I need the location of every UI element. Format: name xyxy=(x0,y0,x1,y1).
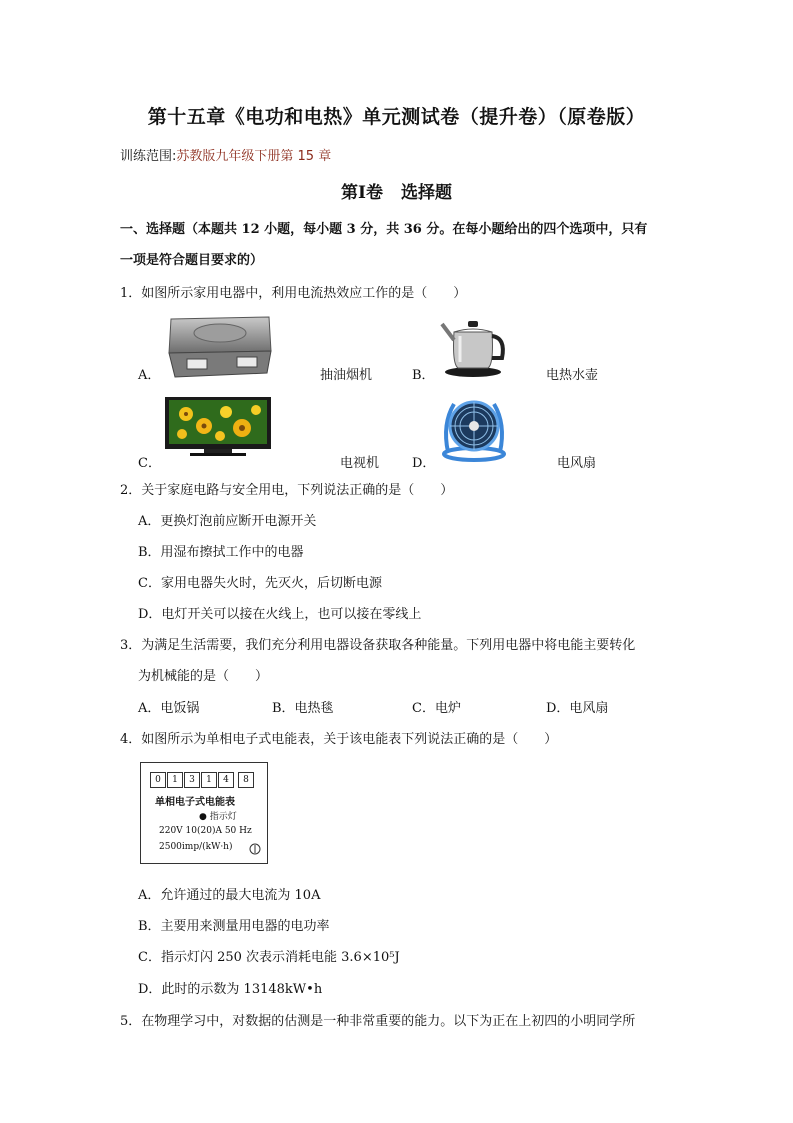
q3-option-a: A．电饭锅 xyxy=(138,701,200,716)
meter-indicator: ● 指示灯 xyxy=(199,812,237,822)
q3-option-b: B．电热毯 xyxy=(272,701,334,716)
section-instruction-line2: 一项是符合题目要求的） xyxy=(120,253,264,268)
meter-digits xyxy=(150,772,255,788)
q3-stem-line1: 3．为满足生活需要，我们充分利用电器设备获取各种能量。下列用电器中将电能主要转化 xyxy=(120,638,636,653)
q3-stem-line2: 为机械能的是（ ） xyxy=(138,669,269,684)
q1-stem: 1．如图所示家用电器中，利用电流热效应工作的是（ ） xyxy=(120,286,467,301)
meter-digit: 4 xyxy=(218,772,234,788)
page-title: 第十五章《电功和电热》单元测试卷（提升卷）（原卷版） xyxy=(147,106,646,128)
q5-stem: 5．在物理学习中，对数据的估测是一种非常重要的能力。以下为正在上初四的小明同学所 xyxy=(120,1014,636,1029)
meter-digit: 3 xyxy=(184,772,200,788)
q1-option-c-label: 电视机 xyxy=(340,456,380,471)
q2-option-c: C．家用电器失火时，先灭火，后切断电源 xyxy=(138,576,382,591)
q1-option-c-letter: C． xyxy=(138,456,161,471)
meter-terminal-icon xyxy=(249,843,261,855)
q1-option-a-letter: A． xyxy=(138,368,161,383)
q1-option-b-label: 电热水壶 xyxy=(546,368,599,383)
meter-spec-rating: 220V 10(20)A 50 Hz xyxy=(159,826,252,836)
q3-option-d: D．电风扇 xyxy=(546,701,609,716)
meter-digit: 0 xyxy=(150,772,166,788)
training-scope xyxy=(120,145,331,164)
scope-value: 苏教版九年级下册第 15 章 xyxy=(176,149,332,164)
television-icon xyxy=(164,396,272,458)
q2-option-b: B．用湿布擦拭工作中的电器 xyxy=(138,545,304,560)
q4-option-b: B．主要用来测量用电器的电功率 xyxy=(138,919,330,934)
electric-fan-icon xyxy=(438,394,510,462)
energy-meter-figure xyxy=(140,762,268,864)
volume-subtitle: 选择题 xyxy=(400,183,452,203)
q1-option-d-letter: D． xyxy=(412,456,436,471)
volume-heading xyxy=(0,178,793,203)
meter-digit: 1 xyxy=(167,772,183,788)
volume-name: 第Ⅰ卷 xyxy=(341,183,383,203)
meter-digit: 1 xyxy=(201,772,217,788)
meter-name: 单相电子式电能表 xyxy=(155,797,235,808)
q1-option-a-label: 抽油烟机 xyxy=(320,368,373,383)
q2-option-a: A．更换灯泡前应断开电源开关 xyxy=(138,514,317,529)
q4-option-c: C．指示灯闪 250 次表示消耗电能 3.6×10⁵J xyxy=(138,950,400,965)
electric-kettle-icon xyxy=(440,312,508,378)
range-hood-icon xyxy=(165,315,273,380)
meter-decimal-digit: 8 xyxy=(238,772,254,788)
q2-stem: 2．关于家庭电路与安全用电，下列说法正确的是（ ） xyxy=(120,483,454,498)
meter-spec-constant: 2500imp/(kW·h) xyxy=(159,842,233,852)
q4-option-a: A．允许通过的最大电流为 10A xyxy=(138,888,321,903)
q4-option-d: D．此时的示数为 13148kW•h xyxy=(138,982,323,997)
q4-stem: 4．如图所示为单相电子式电能表，关于该电能表下列说法正确的是（ ） xyxy=(120,732,558,747)
q1-option-d-label: 电风扇 xyxy=(557,456,597,471)
scope-label: 训练范围: xyxy=(120,149,177,164)
section-instruction-line1: 一、选择题（本题共 12 小题，每小题 3 分，共 36 分。在每小题给出的四个选项中，只有 xyxy=(120,222,648,237)
q2-option-d: D．电灯开关可以接在火线上，也可以接在零线上 xyxy=(138,607,422,622)
q1-option-b-letter: B． xyxy=(412,368,435,383)
q3-option-c: C．电炉 xyxy=(412,701,461,716)
